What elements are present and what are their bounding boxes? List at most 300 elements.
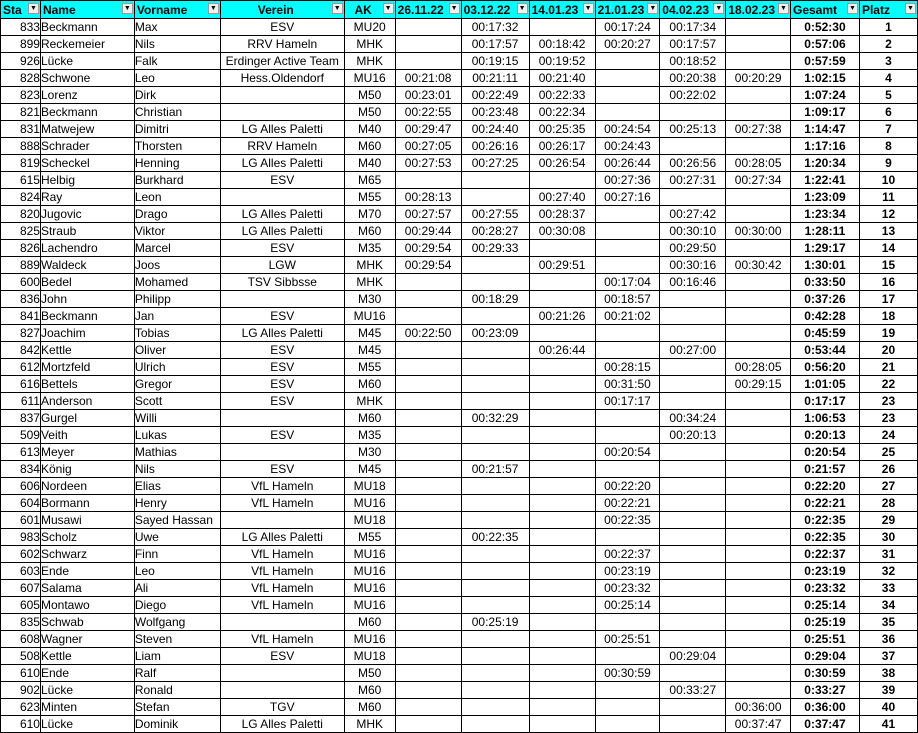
time-cell[interactable] bbox=[395, 546, 461, 563]
time-cell[interactable] bbox=[395, 274, 461, 291]
time-cell[interactable]: 00:29:50 bbox=[660, 240, 726, 257]
time-cell[interactable]: 00:27:36 bbox=[595, 172, 660, 189]
time-cell[interactable] bbox=[660, 580, 726, 597]
time-cell[interactable]: 00:29:54 bbox=[395, 257, 461, 274]
time-cell[interactable]: 00:28:27 bbox=[461, 223, 529, 240]
dropdown-arrow-icon[interactable]: ▼ bbox=[208, 3, 219, 14]
vorname-cell[interactable]: Leon bbox=[134, 189, 220, 206]
time-cell[interactable] bbox=[461, 257, 529, 274]
gesamt-cell[interactable]: 0:42:28 bbox=[791, 308, 860, 325]
gesamt-cell[interactable]: 0:25:14 bbox=[791, 597, 860, 614]
time-cell[interactable] bbox=[726, 138, 791, 155]
time-cell[interactable]: 00:21:08 bbox=[395, 70, 461, 87]
time-cell[interactable] bbox=[660, 104, 726, 121]
dropdown-arrow-icon[interactable]: ▼ bbox=[583, 3, 594, 14]
time-cell[interactable] bbox=[395, 580, 461, 597]
time-cell[interactable] bbox=[395, 342, 461, 359]
time-cell[interactable] bbox=[395, 563, 461, 580]
column-header-date-6[interactable] bbox=[726, 1, 791, 19]
time-cell[interactable] bbox=[595, 410, 660, 427]
start-number-cell[interactable]: 610 bbox=[1, 716, 41, 733]
time-cell[interactable]: 00:28:05 bbox=[726, 155, 791, 172]
platz-cell[interactable]: 11 bbox=[859, 189, 917, 206]
platz-cell[interactable]: 19 bbox=[859, 325, 917, 342]
platz-cell[interactable]: 23 bbox=[859, 410, 917, 427]
time-cell[interactable] bbox=[660, 189, 726, 206]
gesamt-cell[interactable]: 0:52:30 bbox=[791, 19, 860, 36]
time-cell[interactable] bbox=[726, 104, 791, 121]
time-cell[interactable]: 00:22:34 bbox=[529, 104, 595, 121]
start-number-cell[interactable]: 899 bbox=[1, 36, 41, 53]
gesamt-cell[interactable]: 1:29:17 bbox=[791, 240, 860, 257]
name-cell[interactable]: Gurgel bbox=[40, 410, 134, 427]
name-cell[interactable]: Schrader bbox=[40, 138, 134, 155]
time-cell[interactable] bbox=[529, 529, 595, 546]
gesamt-cell[interactable]: 1:06:53 bbox=[791, 410, 860, 427]
time-cell[interactable] bbox=[595, 206, 660, 223]
time-cell[interactable] bbox=[461, 427, 529, 444]
time-cell[interactable] bbox=[660, 138, 726, 155]
vorname-cell[interactable]: Uwe bbox=[134, 529, 220, 546]
gesamt-cell[interactable]: 0:23:19 bbox=[791, 563, 860, 580]
gesamt-cell[interactable]: 0:33:50 bbox=[791, 274, 860, 291]
time-cell[interactable] bbox=[660, 495, 726, 512]
time-cell[interactable]: 00:28:05 bbox=[726, 359, 791, 376]
time-cell[interactable] bbox=[726, 393, 791, 410]
column-header-gesamt[interactable] bbox=[791, 1, 860, 19]
time-cell[interactable]: 00:24:40 bbox=[461, 121, 529, 138]
time-cell[interactable]: 00:17:04 bbox=[595, 274, 660, 291]
time-cell[interactable]: 00:31:50 bbox=[595, 376, 660, 393]
time-cell[interactable] bbox=[395, 427, 461, 444]
verein-cell[interactable]: VfL Hameln bbox=[220, 597, 344, 614]
platz-cell[interactable]: 5 bbox=[859, 87, 917, 104]
start-number-cell[interactable]: 509 bbox=[1, 427, 41, 444]
time-cell[interactable]: 00:22:21 bbox=[595, 495, 660, 512]
time-cell[interactable] bbox=[461, 478, 529, 495]
platz-cell[interactable]: 1 bbox=[859, 19, 917, 36]
verein-cell[interactable]: VfL Hameln bbox=[220, 495, 344, 512]
time-cell[interactable] bbox=[595, 529, 660, 546]
vorname-cell[interactable]: Viktor bbox=[134, 223, 220, 240]
start-number-cell[interactable]: 606 bbox=[1, 478, 41, 495]
platz-cell[interactable]: 18 bbox=[859, 308, 917, 325]
time-cell[interactable]: 00:18:29 bbox=[461, 291, 529, 308]
start-number-cell[interactable]: 623 bbox=[1, 699, 41, 716]
vorname-cell[interactable]: Jan bbox=[134, 308, 220, 325]
ak-cell[interactable]: M60 bbox=[344, 410, 395, 427]
platz-cell[interactable]: 31 bbox=[859, 546, 917, 563]
time-cell[interactable]: 00:37:47 bbox=[726, 716, 791, 733]
name-cell[interactable]: Veith bbox=[40, 427, 134, 444]
time-cell[interactable]: 00:17:17 bbox=[595, 393, 660, 410]
time-cell[interactable]: 00:17:32 bbox=[461, 19, 529, 36]
gesamt-cell[interactable]: 0:25:19 bbox=[791, 614, 860, 631]
platz-cell[interactable]: 32 bbox=[859, 563, 917, 580]
start-number-cell[interactable]: 611 bbox=[1, 393, 41, 410]
platz-cell[interactable]: 37 bbox=[859, 648, 917, 665]
name-cell[interactable]: Helbig bbox=[40, 172, 134, 189]
verein-cell[interactable]: LG Alles Paletti bbox=[220, 325, 344, 342]
vorname-cell[interactable]: Oliver bbox=[134, 342, 220, 359]
time-cell[interactable] bbox=[395, 597, 461, 614]
gesamt-cell[interactable]: 0:53:44 bbox=[791, 342, 860, 359]
time-cell[interactable] bbox=[726, 36, 791, 53]
time-cell[interactable] bbox=[726, 444, 791, 461]
platz-cell[interactable]: 3 bbox=[859, 53, 917, 70]
vorname-cell[interactable]: Scott bbox=[134, 393, 220, 410]
vorname-cell[interactable]: Ralf bbox=[134, 665, 220, 682]
time-cell[interactable]: 00:28:37 bbox=[529, 206, 595, 223]
vorname-cell[interactable]: Henning bbox=[134, 155, 220, 172]
ak-cell[interactable]: M40 bbox=[344, 121, 395, 138]
time-cell[interactable]: 00:20:54 bbox=[595, 444, 660, 461]
time-cell[interactable]: 00:23:32 bbox=[595, 580, 660, 597]
time-cell[interactable]: 00:25:14 bbox=[595, 597, 660, 614]
time-cell[interactable] bbox=[660, 325, 726, 342]
ak-cell[interactable]: MHK bbox=[344, 257, 395, 274]
time-cell[interactable]: 00:21:02 bbox=[595, 308, 660, 325]
ak-cell[interactable]: MU16 bbox=[344, 70, 395, 87]
dropdown-arrow-icon[interactable]: ▼ bbox=[847, 3, 858, 14]
ak-cell[interactable]: M60 bbox=[344, 376, 395, 393]
start-number-cell[interactable]: 604 bbox=[1, 495, 41, 512]
ak-cell[interactable]: M60 bbox=[344, 223, 395, 240]
gesamt-cell[interactable]: 1:30:01 bbox=[791, 257, 860, 274]
ak-cell[interactable]: MU18 bbox=[344, 478, 395, 495]
time-cell[interactable] bbox=[726, 546, 791, 563]
vorname-cell[interactable]: Willi bbox=[134, 410, 220, 427]
start-number-cell[interactable]: 835 bbox=[1, 614, 41, 631]
vorname-cell[interactable]: Christian bbox=[134, 104, 220, 121]
time-cell[interactable] bbox=[660, 529, 726, 546]
time-cell[interactable] bbox=[395, 308, 461, 325]
vorname-cell[interactable]: Gregor bbox=[134, 376, 220, 393]
name-cell[interactable]: Schwab bbox=[40, 614, 134, 631]
time-cell[interactable] bbox=[660, 512, 726, 529]
name-cell[interactable]: Beckmann bbox=[40, 19, 134, 36]
time-cell[interactable]: 00:29:44 bbox=[395, 223, 461, 240]
time-cell[interactable] bbox=[461, 376, 529, 393]
gesamt-cell[interactable]: 1:09:17 bbox=[791, 104, 860, 121]
ak-cell[interactable]: MU16 bbox=[344, 580, 395, 597]
time-cell[interactable] bbox=[395, 631, 461, 648]
vorname-cell[interactable]: Sayed Hassan bbox=[134, 512, 220, 529]
column-header-verein[interactable] bbox=[220, 1, 344, 19]
ak-cell[interactable]: MU16 bbox=[344, 563, 395, 580]
start-number-cell[interactable]: 508 bbox=[1, 648, 41, 665]
start-number-cell[interactable]: 820 bbox=[1, 206, 41, 223]
time-cell[interactable] bbox=[726, 682, 791, 699]
gesamt-cell[interactable]: 0:20:13 bbox=[791, 427, 860, 444]
time-cell[interactable] bbox=[529, 427, 595, 444]
vorname-cell[interactable]: Ronald bbox=[134, 682, 220, 699]
vorname-cell[interactable]: Stefan bbox=[134, 699, 220, 716]
filter-applied-icon[interactable]: ▼ bbox=[28, 3, 39, 14]
time-cell[interactable]: 00:23:48 bbox=[461, 104, 529, 121]
time-cell[interactable] bbox=[395, 682, 461, 699]
verein-cell[interactable] bbox=[220, 87, 344, 104]
time-cell[interactable]: 00:21:57 bbox=[461, 461, 529, 478]
time-cell[interactable] bbox=[529, 631, 595, 648]
vorname-cell[interactable]: Lukas bbox=[134, 427, 220, 444]
time-cell[interactable] bbox=[461, 682, 529, 699]
vorname-cell[interactable]: Liam bbox=[134, 648, 220, 665]
platz-cell[interactable]: 39 bbox=[859, 682, 917, 699]
name-cell[interactable]: Bormann bbox=[40, 495, 134, 512]
time-cell[interactable] bbox=[726, 529, 791, 546]
platz-cell[interactable]: 41 bbox=[859, 716, 917, 733]
time-cell[interactable] bbox=[529, 682, 595, 699]
time-cell[interactable] bbox=[529, 393, 595, 410]
verein-cell[interactable]: RRV Hameln bbox=[220, 36, 344, 53]
column-header-platz[interactable] bbox=[859, 1, 917, 19]
time-cell[interactable] bbox=[529, 444, 595, 461]
time-cell[interactable] bbox=[395, 291, 461, 308]
verein-cell[interactable]: ESV bbox=[220, 648, 344, 665]
ak-cell[interactable]: M35 bbox=[344, 240, 395, 257]
time-cell[interactable] bbox=[726, 512, 791, 529]
platz-cell[interactable]: 26 bbox=[859, 461, 917, 478]
time-cell[interactable]: 00:22:02 bbox=[660, 87, 726, 104]
ak-cell[interactable]: M65 bbox=[344, 172, 395, 189]
time-cell[interactable] bbox=[726, 410, 791, 427]
time-cell[interactable] bbox=[660, 546, 726, 563]
start-number-cell[interactable]: 825 bbox=[1, 223, 41, 240]
ak-cell[interactable]: MU16 bbox=[344, 495, 395, 512]
time-cell[interactable] bbox=[395, 461, 461, 478]
time-cell[interactable]: 00:22:35 bbox=[595, 512, 660, 529]
time-cell[interactable]: 00:17:34 bbox=[660, 19, 726, 36]
name-cell[interactable]: Lücke bbox=[40, 682, 134, 699]
verein-cell[interactable] bbox=[220, 189, 344, 206]
time-cell[interactable] bbox=[461, 580, 529, 597]
verein-cell[interactable]: ESV bbox=[220, 342, 344, 359]
name-cell[interactable]: Salama bbox=[40, 580, 134, 597]
gesamt-cell[interactable]: 0:21:57 bbox=[791, 461, 860, 478]
time-cell[interactable] bbox=[726, 580, 791, 597]
ak-cell[interactable]: M45 bbox=[344, 342, 395, 359]
platz-cell[interactable]: 34 bbox=[859, 597, 917, 614]
time-cell[interactable]: 00:25:13 bbox=[660, 121, 726, 138]
gesamt-cell[interactable]: 0:33:27 bbox=[791, 682, 860, 699]
time-cell[interactable]: 00:27:31 bbox=[660, 172, 726, 189]
start-number-cell[interactable]: 926 bbox=[1, 53, 41, 70]
start-number-cell[interactable]: 608 bbox=[1, 631, 41, 648]
time-cell[interactable] bbox=[660, 376, 726, 393]
verein-cell[interactable] bbox=[220, 444, 344, 461]
platz-cell[interactable]: 4 bbox=[859, 70, 917, 87]
time-cell[interactable]: 00:28:15 bbox=[595, 359, 660, 376]
time-cell[interactable] bbox=[395, 512, 461, 529]
time-cell[interactable]: 00:26:54 bbox=[529, 155, 595, 172]
ak-cell[interactable]: MHK bbox=[344, 274, 395, 291]
start-number-cell[interactable]: 833 bbox=[1, 19, 41, 36]
platz-cell[interactable]: 36 bbox=[859, 631, 917, 648]
time-cell[interactable] bbox=[395, 53, 461, 70]
time-cell[interactable] bbox=[395, 36, 461, 53]
time-cell[interactable] bbox=[461, 597, 529, 614]
verein-cell[interactable]: VfL Hameln bbox=[220, 546, 344, 563]
time-cell[interactable] bbox=[395, 376, 461, 393]
time-cell[interactable] bbox=[726, 614, 791, 631]
time-cell[interactable] bbox=[726, 325, 791, 342]
ak-cell[interactable]: M55 bbox=[344, 529, 395, 546]
ak-cell[interactable]: M35 bbox=[344, 427, 395, 444]
time-cell[interactable]: 00:26:44 bbox=[529, 342, 595, 359]
time-cell[interactable]: 00:28:13 bbox=[395, 189, 461, 206]
time-cell[interactable]: 00:34:24 bbox=[660, 410, 726, 427]
name-cell[interactable]: Ray bbox=[40, 189, 134, 206]
time-cell[interactable]: 00:25:35 bbox=[529, 121, 595, 138]
gesamt-cell[interactable]: 0:22:20 bbox=[791, 478, 860, 495]
time-cell[interactable] bbox=[595, 342, 660, 359]
time-cell[interactable] bbox=[726, 308, 791, 325]
verein-cell[interactable]: LG Alles Paletti bbox=[220, 716, 344, 733]
time-cell[interactable]: 00:26:56 bbox=[660, 155, 726, 172]
time-cell[interactable] bbox=[529, 699, 595, 716]
time-cell[interactable] bbox=[726, 461, 791, 478]
time-cell[interactable] bbox=[726, 631, 791, 648]
time-cell[interactable] bbox=[529, 461, 595, 478]
vorname-cell[interactable]: Elias bbox=[134, 478, 220, 495]
time-cell[interactable] bbox=[726, 495, 791, 512]
time-cell[interactable]: 00:25:51 bbox=[595, 631, 660, 648]
time-cell[interactable]: 00:26:17 bbox=[529, 138, 595, 155]
name-cell[interactable]: Lücke bbox=[40, 716, 134, 733]
gesamt-cell[interactable]: 1:01:05 bbox=[791, 376, 860, 393]
time-cell[interactable] bbox=[660, 393, 726, 410]
time-cell[interactable] bbox=[595, 87, 660, 104]
verein-cell[interactable]: ESV bbox=[220, 172, 344, 189]
name-cell[interactable]: Matwejew bbox=[40, 121, 134, 138]
time-cell[interactable] bbox=[660, 308, 726, 325]
ak-cell[interactable]: MU16 bbox=[344, 546, 395, 563]
verein-cell[interactable]: ESV bbox=[220, 240, 344, 257]
vorname-cell[interactable]: Dominik bbox=[134, 716, 220, 733]
gesamt-cell[interactable]: 1:22:41 bbox=[791, 172, 860, 189]
vorname-cell[interactable]: Marcel bbox=[134, 240, 220, 257]
time-cell[interactable] bbox=[461, 563, 529, 580]
verein-cell[interactable]: ESV bbox=[220, 427, 344, 444]
vorname-cell[interactable]: Ali bbox=[134, 580, 220, 597]
gesamt-cell[interactable]: 0:37:47 bbox=[791, 716, 860, 733]
verein-cell[interactable]: LG Alles Paletti bbox=[220, 206, 344, 223]
ak-cell[interactable]: MHK bbox=[344, 53, 395, 70]
verein-cell[interactable]: ESV bbox=[220, 19, 344, 36]
time-cell[interactable]: 00:22:35 bbox=[461, 529, 529, 546]
name-cell[interactable]: Beckmann bbox=[40, 308, 134, 325]
verein-cell[interactable]: LG Alles Paletti bbox=[220, 155, 344, 172]
time-cell[interactable]: 00:30:42 bbox=[726, 257, 791, 274]
name-cell[interactable]: Schwone bbox=[40, 70, 134, 87]
start-number-cell[interactable]: 824 bbox=[1, 189, 41, 206]
time-cell[interactable] bbox=[461, 393, 529, 410]
time-cell[interactable]: 00:21:11 bbox=[461, 70, 529, 87]
start-number-cell[interactable]: 831 bbox=[1, 121, 41, 138]
time-cell[interactable] bbox=[726, 427, 791, 444]
dropdown-arrow-icon[interactable]: ▼ bbox=[122, 3, 133, 14]
time-cell[interactable] bbox=[529, 546, 595, 563]
time-cell[interactable]: 00:27:57 bbox=[395, 206, 461, 223]
gesamt-cell[interactable]: 0:57:06 bbox=[791, 36, 860, 53]
time-cell[interactable]: 00:16:46 bbox=[660, 274, 726, 291]
time-cell[interactable]: 00:23:19 bbox=[595, 563, 660, 580]
time-cell[interactable] bbox=[529, 376, 595, 393]
start-number-cell[interactable]: 602 bbox=[1, 546, 41, 563]
time-cell[interactable] bbox=[461, 546, 529, 563]
time-cell[interactable]: 00:27:40 bbox=[529, 189, 595, 206]
time-cell[interactable] bbox=[726, 478, 791, 495]
platz-cell[interactable]: 29 bbox=[859, 512, 917, 529]
time-cell[interactable] bbox=[461, 274, 529, 291]
gesamt-cell[interactable]: 0:36:00 bbox=[791, 699, 860, 716]
dropdown-arrow-icon[interactable]: ▼ bbox=[517, 3, 528, 14]
name-cell[interactable]: Scheckel bbox=[40, 155, 134, 172]
platz-cell[interactable]: 27 bbox=[859, 478, 917, 495]
name-cell[interactable]: Bedel bbox=[40, 274, 134, 291]
verein-cell[interactable]: LG Alles Paletti bbox=[220, 223, 344, 240]
gesamt-cell[interactable]: 0:23:32 bbox=[791, 580, 860, 597]
time-cell[interactable] bbox=[595, 614, 660, 631]
time-cell[interactable] bbox=[461, 359, 529, 376]
time-cell[interactable] bbox=[529, 19, 595, 36]
time-cell[interactable]: 00:22:33 bbox=[529, 87, 595, 104]
gesamt-cell[interactable]: 0:22:21 bbox=[791, 495, 860, 512]
time-cell[interactable] bbox=[529, 240, 595, 257]
time-cell[interactable]: 00:20:29 bbox=[726, 70, 791, 87]
time-cell[interactable] bbox=[395, 648, 461, 665]
vorname-cell[interactable]: Philipp bbox=[134, 291, 220, 308]
name-cell[interactable]: Reckemeier bbox=[40, 36, 134, 53]
platz-cell[interactable]: 15 bbox=[859, 257, 917, 274]
verein-cell[interactable]: TSV Sibbsse bbox=[220, 274, 344, 291]
verein-cell[interactable]: LGW bbox=[220, 257, 344, 274]
time-cell[interactable]: 00:29:15 bbox=[726, 376, 791, 393]
start-number-cell[interactable]: 983 bbox=[1, 529, 41, 546]
name-cell[interactable]: Beckmann bbox=[40, 104, 134, 121]
time-cell[interactable] bbox=[461, 665, 529, 682]
verein-cell[interactable] bbox=[220, 665, 344, 682]
time-cell[interactable] bbox=[529, 478, 595, 495]
time-cell[interactable]: 00:27:00 bbox=[660, 342, 726, 359]
time-cell[interactable]: 00:20:27 bbox=[595, 36, 660, 53]
dropdown-arrow-icon[interactable]: ▼ bbox=[778, 3, 789, 14]
ak-cell[interactable]: M60 bbox=[344, 682, 395, 699]
time-cell[interactable] bbox=[529, 597, 595, 614]
time-cell[interactable]: 00:32:29 bbox=[461, 410, 529, 427]
time-cell[interactable]: 00:17:57 bbox=[461, 36, 529, 53]
vorname-cell[interactable]: Diego bbox=[134, 597, 220, 614]
vorname-cell[interactable]: Tobias bbox=[134, 325, 220, 342]
ak-cell[interactable]: M60 bbox=[344, 614, 395, 631]
name-cell[interactable]: Waldeck bbox=[40, 257, 134, 274]
time-cell[interactable]: 00:18:42 bbox=[529, 36, 595, 53]
verein-cell[interactable] bbox=[220, 512, 344, 529]
time-cell[interactable] bbox=[461, 342, 529, 359]
name-cell[interactable]: König bbox=[40, 461, 134, 478]
start-number-cell[interactable]: 826 bbox=[1, 240, 41, 257]
time-cell[interactable] bbox=[595, 461, 660, 478]
start-number-cell[interactable]: 836 bbox=[1, 291, 41, 308]
start-number-cell[interactable]: 601 bbox=[1, 512, 41, 529]
time-cell[interactable]: 00:26:44 bbox=[595, 155, 660, 172]
time-cell[interactable]: 00:17:24 bbox=[595, 19, 660, 36]
time-cell[interactable] bbox=[395, 478, 461, 495]
gesamt-cell[interactable]: 0:37:26 bbox=[791, 291, 860, 308]
verein-cell[interactable]: Hess.Oldendorf bbox=[220, 70, 344, 87]
time-cell[interactable]: 00:17:57 bbox=[660, 36, 726, 53]
